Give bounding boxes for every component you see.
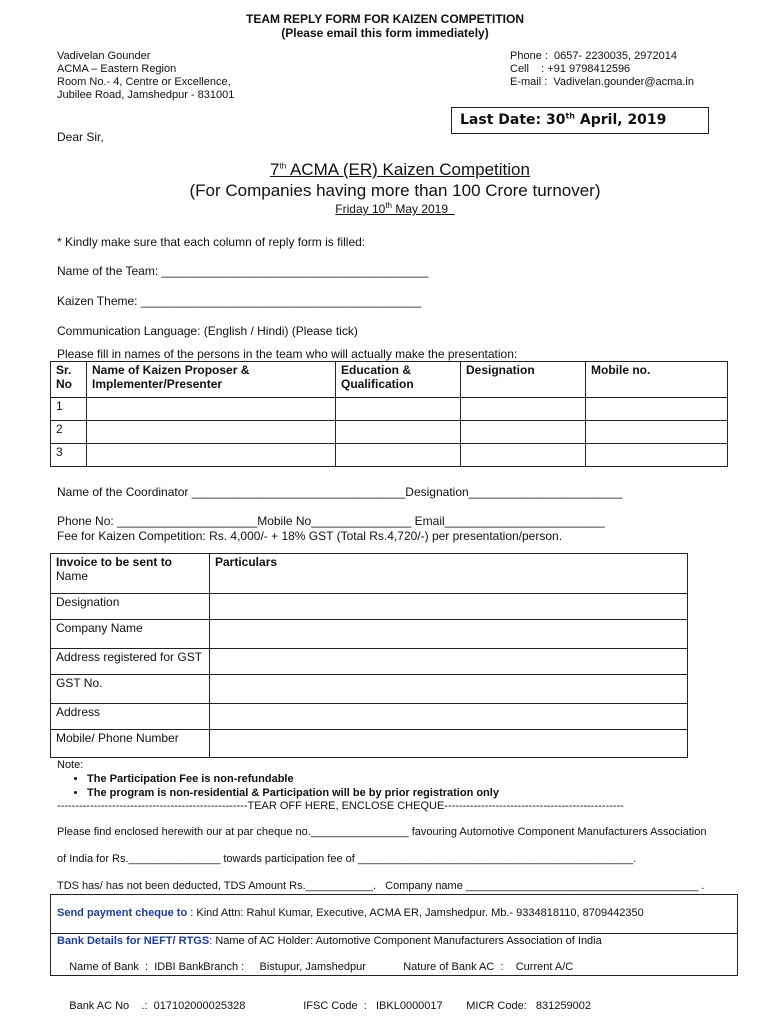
competition-number: 7 xyxy=(270,160,280,179)
designation-cell[interactable] xyxy=(461,398,586,421)
cheque-line-3[interactable]: TDS has/ has not been deducted, TDS Amount Rs.___________. Company name ______________________________________ . xyxy=(57,880,705,892)
competition-date-sup: th xyxy=(385,201,392,210)
bank-name: Name of Bank : IDBI Bank xyxy=(69,961,204,973)
header-designation: Designation xyxy=(461,362,586,398)
bank-details-label: Bank Details for NEFT/ RTGS xyxy=(57,935,210,947)
invoice-header-right: Particulars xyxy=(215,555,278,569)
table-row xyxy=(51,594,688,620)
salutation: Dear Sir, xyxy=(57,130,104,144)
invoice-row-label: Name xyxy=(56,569,89,583)
last-date-box xyxy=(451,107,709,134)
cheque-line-2[interactable]: of India for Rs._______________ towards participation fee of _____________________________________________. xyxy=(57,853,637,865)
invoice-row-label: GST No. xyxy=(51,675,210,704)
note-list xyxy=(57,772,499,800)
form-subtitle: (Please email this form immediately) xyxy=(281,26,489,40)
invoice-value-cell[interactable] xyxy=(210,594,688,620)
bank-ac-no: Bank AC No .: 017102000025328 xyxy=(69,1000,246,1012)
cheque-line-1[interactable]: Please find enclosed herewith our at par cheque no.________________ favouring Automotive Component Manufacturers Association xyxy=(57,826,707,838)
header-name: Name of Kaizen Proposer & Implementer/Presenter xyxy=(87,362,336,398)
send-payment-text: : Kind Attn: Rahul Kumar, Executive, ACMA ER, Jamshedpur. Mb.- 9334818110, 8709442350 xyxy=(187,907,644,919)
last-date-prefix: Last Date: 30 xyxy=(460,112,566,128)
competition-title xyxy=(0,160,770,180)
mobile-cell[interactable] xyxy=(586,398,728,421)
invoice-row-label: Company Name xyxy=(51,620,210,649)
invoice-value-cell[interactable] xyxy=(210,704,688,730)
invoice-row-label: Designation xyxy=(51,594,210,620)
header-sr-no: Sr. No xyxy=(51,362,87,398)
sender-name: Vadivelan Gounder xyxy=(57,50,151,62)
invoice-value-cell[interactable] xyxy=(210,730,688,758)
instruction-text: * Kindly make sure that each column of reply form is filled: xyxy=(57,235,366,249)
education-cell[interactable] xyxy=(336,444,461,467)
row-number: 3 xyxy=(51,444,87,467)
send-payment-box xyxy=(50,894,738,934)
form-title: TEAM REPLY FORM FOR KAIZEN COMPETITION xyxy=(245,12,524,26)
note-item: • The Participation Fee is non-refundable xyxy=(87,772,499,786)
competition-name: ACMA (ER) Kaizen Competition xyxy=(286,160,530,179)
row-number: 2 xyxy=(51,421,87,444)
invoice-table xyxy=(50,553,688,758)
designation-cell[interactable] xyxy=(461,421,586,444)
sender-street: Jubilee Road, Jamshedpur - 831001 xyxy=(57,89,235,101)
mobile-cell[interactable] xyxy=(586,444,728,467)
competition-date-suffix: May 2019 xyxy=(392,202,455,216)
presenters-table xyxy=(50,361,728,467)
kaizen-theme-field[interactable]: Kaizen Theme: __________________________________________ xyxy=(57,294,422,308)
invoice-value-cell[interactable] xyxy=(210,649,688,675)
education-cell[interactable] xyxy=(336,398,461,421)
fee-text: Fee for Kaizen Competition: Rs. 4,000/- + 18% GST (Total Rs.4,720/-) per presentation/person. xyxy=(57,529,563,543)
competition-date xyxy=(0,202,770,216)
sender-contact xyxy=(510,50,694,89)
sender-address xyxy=(57,50,234,102)
name-cell[interactable] xyxy=(87,444,336,467)
competition-subtitle: (For Companies having more than 100 Crore turnover) xyxy=(189,181,601,200)
invoice-value-cell[interactable] xyxy=(210,675,688,704)
form-header xyxy=(0,12,770,40)
table-row xyxy=(51,620,688,649)
table-row xyxy=(51,730,688,758)
contact-email: E-mail : Vadivelan.gounder@acma.in xyxy=(510,76,694,88)
sender-org: ACMA – Eastern Region xyxy=(57,63,177,75)
invoice-header-left: Invoice to be sent to xyxy=(56,555,173,569)
contact-phone: Phone : 0657- 2230035, 2972014 xyxy=(510,50,677,62)
presenters-intro: Please fill in names of the persons in the team who will actually make the presentation: xyxy=(57,347,518,361)
invoice-row-label: Mobile/ Phone Number xyxy=(51,730,210,758)
note-item: • The program is non-residential & Participation will be by prior registration only xyxy=(87,786,499,800)
tear-off-line: ----------------------------------------------------TEAR OFF HERE, ENCLOSE CHEQUE------------------------------------------------- xyxy=(57,800,624,812)
phone-mobile-email-field[interactable]: Phone No: _____________________Mobile No_______________ Email________________________ xyxy=(57,514,605,528)
bank-holder: : Name of AC Holder: Automotive Component Manufacturers Association of India xyxy=(209,935,602,947)
team-name-field[interactable]: Name of the Team: ________________________________________ xyxy=(57,264,429,278)
row-number: 1 xyxy=(51,398,87,421)
table-row xyxy=(51,554,688,594)
send-payment-label: Send payment cheque to xyxy=(57,907,188,919)
bank-ifsc: IFSC Code : IBKL0000017 xyxy=(303,1000,443,1012)
note-section xyxy=(57,758,499,800)
table-row xyxy=(51,444,728,467)
invoice-row-label: Address registered for GST xyxy=(51,649,210,675)
invoice-header-cell xyxy=(51,554,210,594)
coordinator-field[interactable]: Name of the Coordinator ________________________________Designation_______________________ xyxy=(57,485,623,499)
competition-date-prefix: Friday 10 xyxy=(335,202,386,216)
sender-room: Room No.- 4, Centre or Excellence, xyxy=(57,76,231,88)
last-date-sup: th xyxy=(565,111,576,121)
education-cell[interactable] xyxy=(336,421,461,444)
invoice-particulars-cell[interactable] xyxy=(210,554,688,594)
bank-details-box xyxy=(50,933,738,1012)
invoice-row-label: Address xyxy=(51,704,210,730)
last-date-suffix: April, 2019 xyxy=(575,112,667,128)
name-cell[interactable] xyxy=(87,398,336,421)
table-row xyxy=(51,398,728,421)
bank-nature: Nature of Bank AC : Current A/C xyxy=(403,961,574,973)
language-field[interactable]: Communication Language: (English / Hindi) (Please tick) xyxy=(57,324,358,338)
name-cell[interactable] xyxy=(87,421,336,444)
invoice-value-cell[interactable] xyxy=(210,620,688,649)
bank-micr: MICR Code: 831259002 xyxy=(466,1000,591,1012)
table-row xyxy=(51,675,688,704)
table-row xyxy=(51,421,728,444)
table-row xyxy=(51,649,688,675)
header-mobile: Mobile no. xyxy=(586,362,728,398)
header-education: Education & Qualification xyxy=(336,362,461,398)
competition-number-sup: th xyxy=(279,161,287,171)
mobile-cell[interactable] xyxy=(586,421,728,444)
presenters-table-header xyxy=(51,362,728,398)
bank-branch: Branch : Bistupur, Jamshedpur xyxy=(203,961,366,973)
designation-cell[interactable] xyxy=(461,444,586,467)
contact-cell: Cell : +91 9798412596 xyxy=(510,63,631,75)
note-label: Note: xyxy=(57,759,84,771)
table-row xyxy=(51,704,688,730)
